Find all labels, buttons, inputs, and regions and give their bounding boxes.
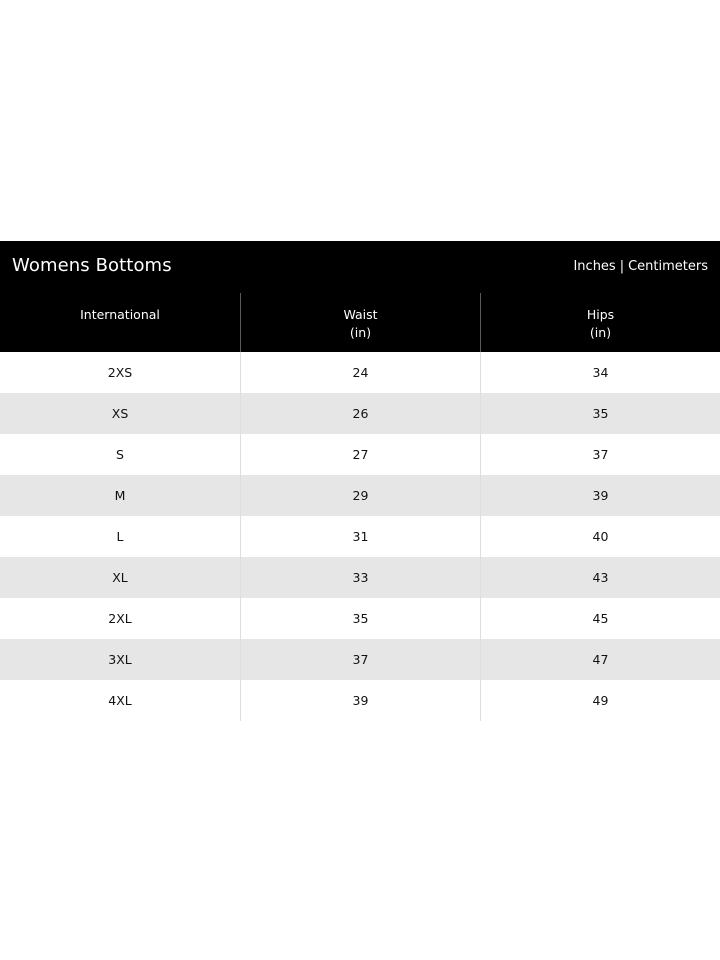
unit-inches-option[interactable]: Inches (573, 259, 616, 274)
column-header-unit: (in) (589, 325, 612, 340)
column-header-hips (480, 293, 720, 352)
cell-international: M (114, 488, 126, 503)
table-header-row (0, 293, 720, 352)
chart-title: Womens Bottoms (12, 255, 172, 276)
unit-toggle (573, 259, 708, 274)
cell-hips: 47 (480, 639, 720, 680)
cell-hips: 40 (480, 516, 720, 557)
cell-international: 2XL (108, 611, 132, 626)
cell-waist: 37 (240, 639, 480, 680)
cell-hips: 49 (480, 680, 720, 721)
table-row (0, 352, 720, 393)
cell-international: XL (112, 570, 128, 585)
table-row (0, 639, 720, 680)
table-row (0, 434, 720, 475)
cell-hips: 43 (480, 557, 720, 598)
cell-international: L (116, 529, 124, 544)
cell-waist: 27 (240, 434, 480, 475)
table-row (0, 393, 720, 434)
chart-header (0, 241, 720, 352)
cell-hips: 35 (480, 393, 720, 434)
table-row (0, 475, 720, 516)
cell-waist: 26 (240, 393, 480, 434)
column-header-label: Waist (343, 307, 378, 322)
cell-waist: 35 (240, 598, 480, 639)
cell-hips: 39 (480, 475, 720, 516)
column-header-waist (240, 293, 480, 352)
cell-waist: 29 (240, 475, 480, 516)
table-row (0, 516, 720, 557)
column-header-international (0, 293, 240, 352)
cell-international: S (116, 447, 124, 462)
table-row (0, 680, 720, 721)
cell-waist: 39 (240, 680, 480, 721)
cell-international: 3XL (108, 652, 132, 667)
unit-separator: | (619, 259, 625, 274)
cell-hips: 45 (480, 598, 720, 639)
table-row (0, 598, 720, 639)
column-header-unit: (in) (349, 325, 372, 340)
table-row (0, 557, 720, 598)
column-header-label: Hips (586, 307, 615, 322)
cell-waist: 31 (240, 516, 480, 557)
table-body (0, 352, 720, 721)
cell-hips: 34 (480, 352, 720, 393)
cell-waist: 24 (240, 352, 480, 393)
cell-hips: 37 (480, 434, 720, 475)
cell-international: 2XS (107, 365, 133, 380)
column-header-label: International (80, 307, 160, 322)
cell-international: XS (111, 406, 129, 421)
cell-international: 4XL (108, 693, 132, 708)
unit-centimeters-option[interactable]: Centimeters (628, 259, 708, 274)
size-chart (0, 241, 720, 721)
cell-waist: 33 (240, 557, 480, 598)
